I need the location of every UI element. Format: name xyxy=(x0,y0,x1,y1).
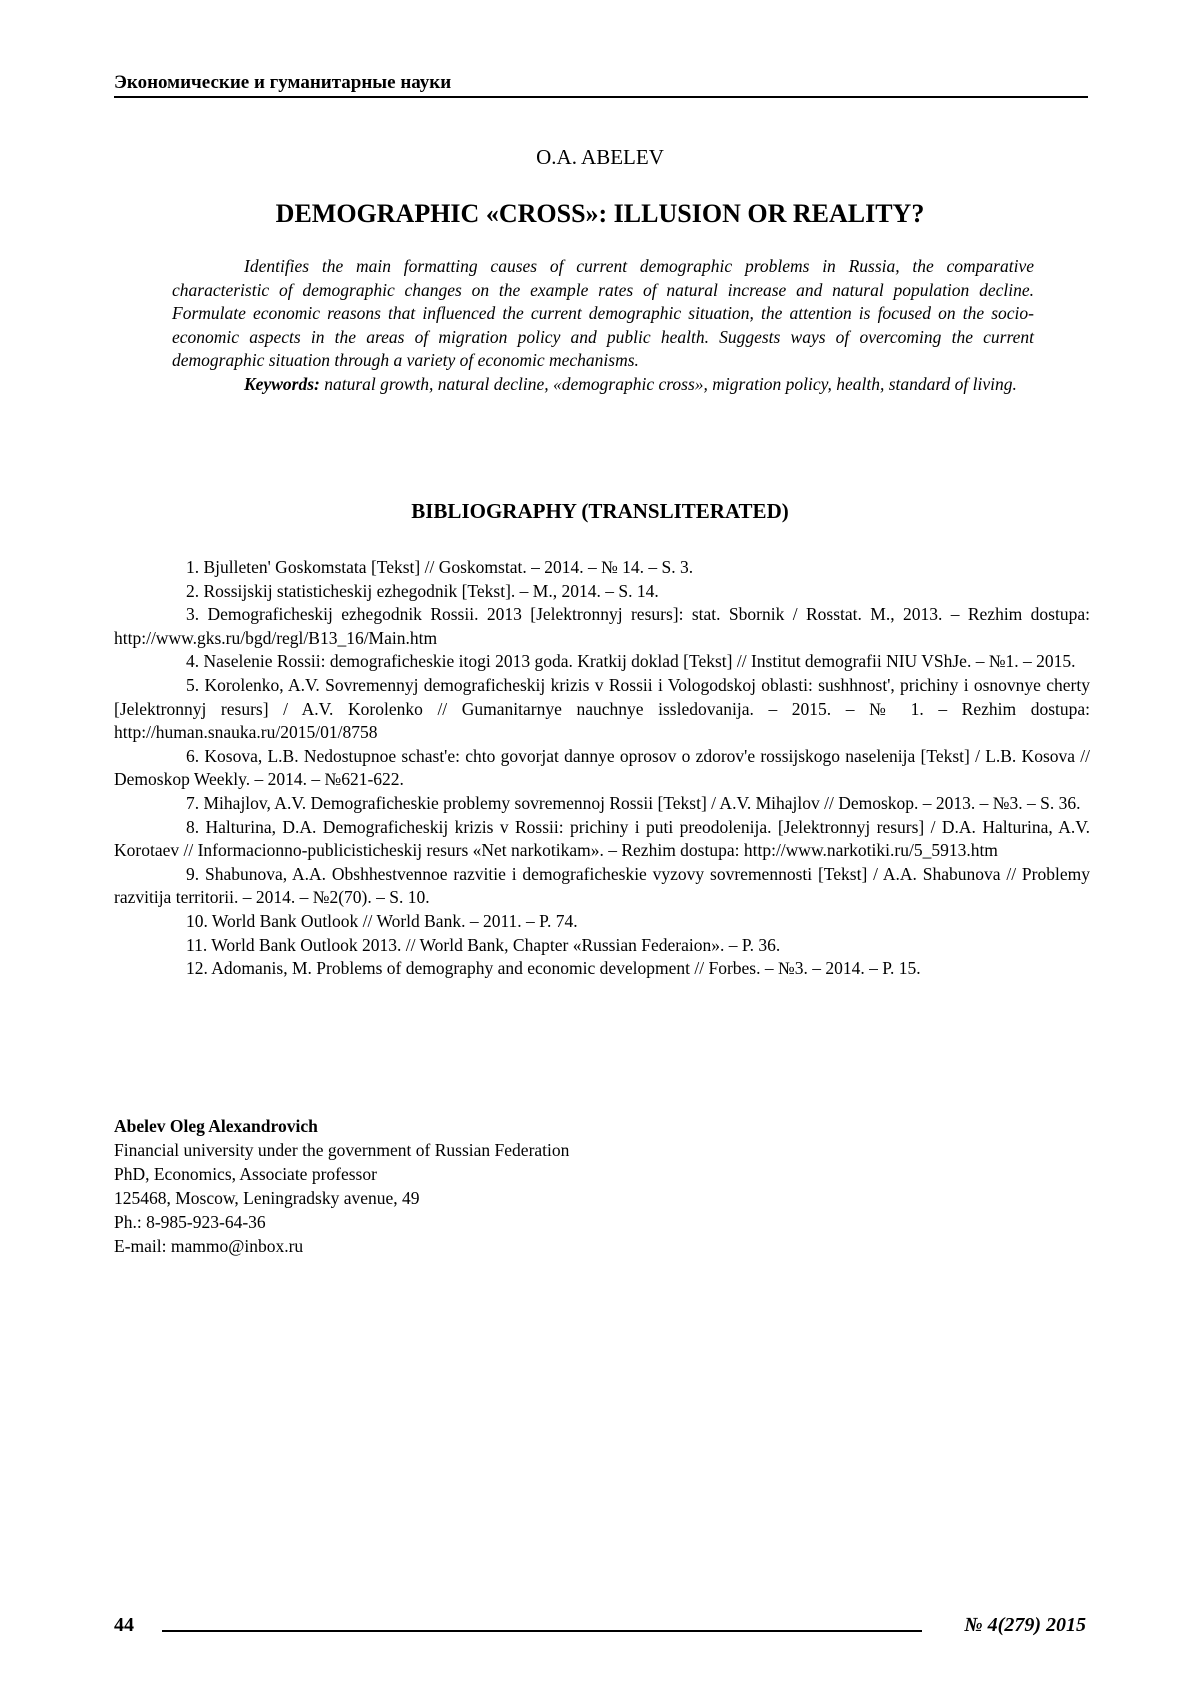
bibliography-item: 12. Adomanis, M. Problems of demography and economic development // Forbes. – №3. – 2014. – P. 15. xyxy=(114,957,1090,981)
page-number: 44 xyxy=(114,1614,134,1637)
article-title: DEMOGRAPHIC «CROSS»: ILLUSION OR REALITY? xyxy=(0,199,1200,229)
author-full-name: Abelev Oleg Alexandrovich xyxy=(114,1114,569,1138)
bibliography-item: 5. Korolenko, A.V. Sovremennyj demograficheskij krizis v Rossii i Vologodskoj oblasti: sushhnost', prichiny i osnovnye cherty [Jelektronnyj resurs] / A.V. Korolenko // Gumanitarnye nauchnye issledovanija. – 2015. – № 1. – Rezhim dostupa: http://human.snauka.ru/2015/01/8758 xyxy=(114,674,1090,745)
bibliography-item: 11. World Bank Outlook 2013. // World Bank, Chapter «Russian Federaion». – P. 36. xyxy=(114,934,1090,958)
bibliography-heading: BIBLIOGRAPHY (TRANSLITERATED) xyxy=(0,499,1200,524)
author-affiliation: Financial university under the government of Russian Federation xyxy=(114,1138,569,1162)
author-phone: Ph.: 8-985-923-64-36 xyxy=(114,1210,569,1234)
bibliography-item: 6. Kosova, L.B. Nedostupnoe schast'e: chto govorjat dannye oprosov o zdorov'e rossijskogo naselenija [Tekst] / L.B. Kosova // Demoskop Weekly. – 2014. – №621-622. xyxy=(114,745,1090,792)
keywords xyxy=(172,373,1034,397)
bibliography-item: 10. World Bank Outlook // World Bank. – 2011. – P. 74. xyxy=(114,910,1090,934)
bibliography-item: 3. Demograficheskij ezhegodnik Rossii. 2013 [Jelektronnyj resurs]: stat. Sbornik / Rosstat. M., 2013. – Rezhim dostupa: http://www.gks.ru/bgd/regl/B13_16/Main.htm xyxy=(114,603,1090,650)
keywords-label: Keywords: xyxy=(244,374,320,394)
author-email: E-mail: mammo@inbox.ru xyxy=(114,1234,569,1258)
abstract-text: Identifies the main formatting causes of current demographic problems in Russia, the comparative characteristic of demographic changes on the example rates of natural increase and natural population decline. Formulate economic reasons that influenced the current demographic situation, the attention is focused on the socio-economic aspects in the areas of migration policy and public health. Suggests ways of overcoming the current demographic situation through a variety of economic mechanisms. xyxy=(172,255,1034,373)
article-author: O.A. ABELEV xyxy=(0,145,1200,170)
page-footer xyxy=(114,1614,1088,1640)
bibliography-item: 2. Rossijskij statisticheskij ezhegodnik [Tekst]. – M., 2014. – S. 14. xyxy=(114,580,1090,604)
issue-number: № 4(279) 2015 xyxy=(964,1614,1086,1637)
author-degree: PhD, Economics, Associate professor xyxy=(114,1162,569,1186)
bibliography-item: 1. Bjulleten' Goskomstata [Tekst] // Goskomstat. – 2014. – № 14. – S. 3. xyxy=(114,556,1090,580)
journal-page xyxy=(0,0,1200,1697)
abstract xyxy=(172,255,1034,396)
bibliography-item: 7. Mihajlov, A.V. Demograficheskie problemy sovremennoj Rossii [Tekst] / A.V. Mihajlov // Demoskop. – 2013. – №3. – S. 36. xyxy=(114,792,1090,816)
bibliography-list xyxy=(114,556,1090,981)
bibliography-item: 8. Halturina, D.A. Demograficheskij krizis v Rossii: prichiny i puti preodolenija. [Jelektronnyj resurs] / D.A. Halturina, A.V. Korotaev // Informacionno-publicisticheskij resurs «Net narkotikam». – Rezhim dostupa: http://www.narkotiki.ru/5_5913.htm xyxy=(114,816,1090,863)
author-address: 125468, Moscow, Leningradsky avenue, 49 xyxy=(114,1186,569,1210)
running-header: Экономические и гуманитарные науки xyxy=(114,72,1088,98)
bibliography-item: 9. Shabunova, A.A. Obshhestvennoe razvitie i demograficheskie vyzovy sovremennosti [Tekst] / A.A. Shabunova // Problemy razvitija territorii. – 2014. – №2(70). – S. 10. xyxy=(114,863,1090,910)
author-info xyxy=(114,1114,569,1258)
keywords-text: natural growth, natural decline, «demographic cross», migration policy, health, standard of living. xyxy=(324,374,1017,394)
footer-divider xyxy=(162,1630,922,1632)
bibliography-item: 4. Naselenie Rossii: demograficheskie itogi 2013 goda. Kratkij doklad [Tekst] // Institut demografii NIU VShJe. – №1. – 2015. xyxy=(114,650,1090,674)
